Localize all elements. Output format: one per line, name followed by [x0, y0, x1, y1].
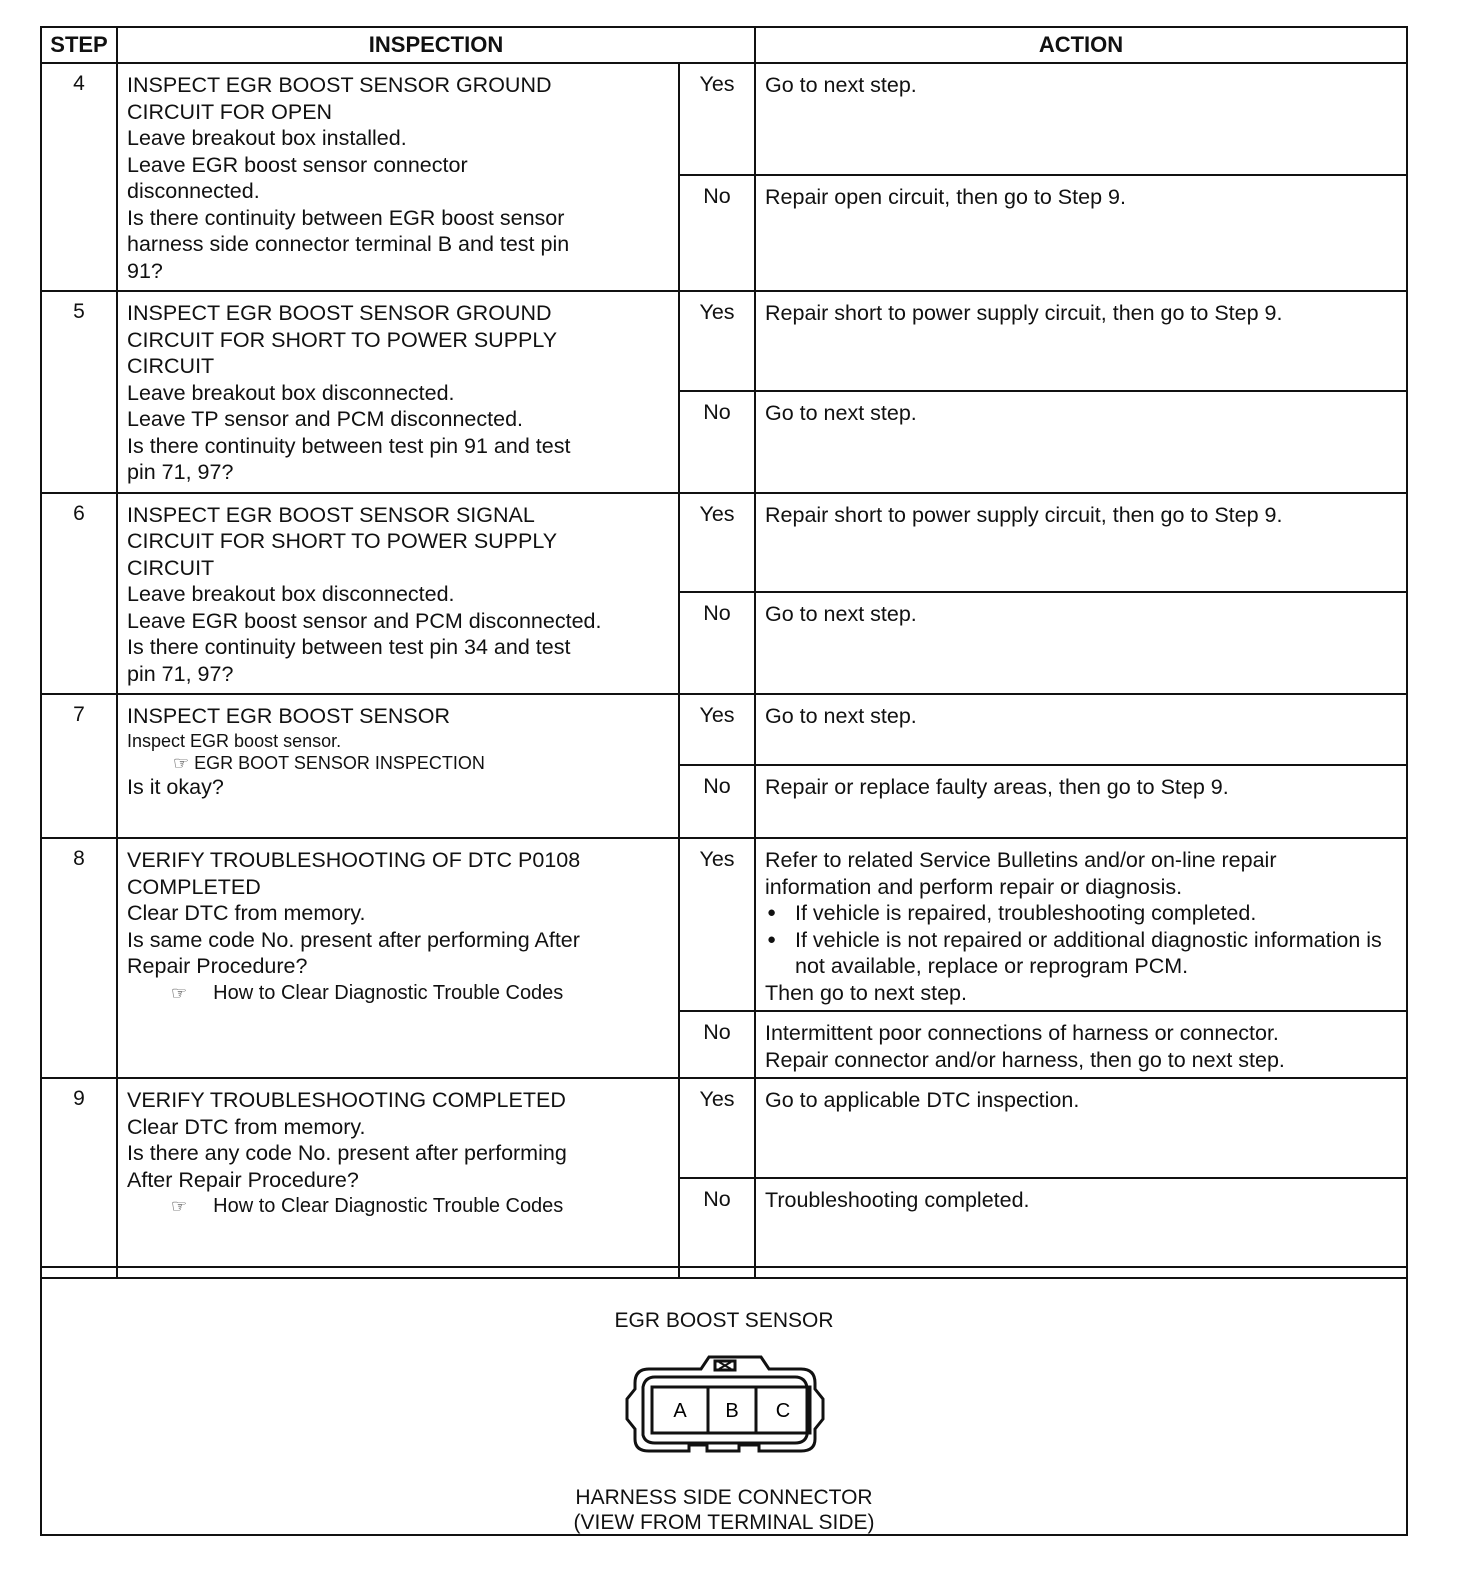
- no-label: No: [679, 1011, 755, 1078]
- inspection-subtext: Inspect EGR boost sensor.: [127, 730, 342, 751]
- inspection-cell: [117, 1078, 679, 1278]
- inspection-text: Leave breakout box disconnected.: [127, 582, 455, 606]
- table-header-row: [42, 28, 1406, 63]
- step-number: 5: [42, 291, 117, 493]
- inspection-title: INSPECT EGR BOOST SENSOR SIGNAL: [127, 502, 535, 527]
- inspection-text: Leave breakout box disconnected.: [127, 380, 455, 405]
- yes-action: Go to next step.: [755, 694, 1406, 765]
- inspection-text: Leave EGR boost sensor connector: [127, 152, 468, 177]
- list-item: ● If vehicle is not repaired or additional diagnostic information is not available, replace or reprogram PCM.: [795, 927, 1398, 980]
- inspection-cell: [117, 838, 679, 1078]
- inspection-text: Is there continuity between test pin 91 and test: [127, 433, 571, 458]
- yes-label: Yes: [679, 838, 755, 1011]
- reference-link[interactable]: [127, 752, 670, 774]
- reference-text: How to Clear Diagnostic Trouble Codes: [213, 981, 564, 1004]
- step-number: 7: [42, 694, 117, 838]
- terminal-c-label: C: [775, 1400, 791, 1422]
- inspection-title: VERIFY TROUBLESHOOTING COMPLETED: [127, 1088, 566, 1112]
- table-row: [42, 493, 1406, 593]
- no-label: No: [679, 592, 755, 694]
- inspection-text: Repair Procedure?: [127, 954, 308, 978]
- yes-action: [755, 838, 1406, 1011]
- inspection-title: COMPLETED: [127, 874, 261, 899]
- pointing-hand-icon: ☞: [171, 1196, 188, 1216]
- inspection-text: pin 71, 97?: [127, 661, 234, 686]
- no-action: Go to next step.: [755, 592, 1406, 694]
- inspection-title: CIRCUIT: [127, 354, 215, 378]
- table-row: [42, 1078, 1406, 1178]
- inspection-title: INSPECT EGR BOOST SENSOR: [127, 704, 450, 728]
- inspection-cell: [117, 63, 679, 291]
- inspection-cell: [117, 694, 679, 838]
- no-action: Go to next step.: [755, 391, 1406, 493]
- step-number: 6: [42, 493, 117, 695]
- inspection-title: CIRCUIT FOR SHORT TO POWER SUPPLY: [127, 529, 558, 553]
- inspection-question: Is it okay?: [127, 774, 224, 799]
- table-row: [42, 291, 1406, 391]
- no-action: [755, 1011, 1406, 1078]
- action-bullet-list: [765, 900, 1398, 980]
- procedure-sheet: [40, 26, 1408, 1536]
- reference-link[interactable]: [127, 1193, 670, 1220]
- inspection-text: Is there continuity between EGR boost sensor: [127, 205, 565, 230]
- diagram-title: EGR BOOST SENSOR: [614, 1309, 834, 1332]
- yes-label: Yes: [679, 694, 755, 765]
- no-label: No: [679, 175, 755, 291]
- no-action: Repair or replace faulty areas, then go to Step 9.: [755, 765, 1406, 838]
- inspection-text: After Repair Procedure?: [127, 1167, 359, 1192]
- inspection-title: INSPECT EGR BOOST SENSOR GROUND: [127, 301, 552, 325]
- inspection-text: Leave breakout box installed.: [127, 126, 407, 150]
- step-header: STEP: [42, 28, 117, 63]
- table-row: [42, 838, 1406, 1011]
- reference-link[interactable]: [127, 980, 670, 1007]
- step-number: 9: [42, 1078, 117, 1278]
- inspection-cell: [117, 493, 679, 695]
- inspection-text: Is there continuity between test pin 34 and test: [127, 635, 571, 659]
- no-action: Troubleshooting completed.: [755, 1178, 1406, 1278]
- inspection-title: CIRCUIT FOR SHORT TO POWER SUPPLY: [127, 327, 558, 352]
- inspection-text: disconnected.: [127, 179, 260, 203]
- list-item: ● If vehicle is repaired, troubleshooting completed.: [795, 900, 1398, 927]
- inspection-title: VERIFY TROUBLESHOOTING OF DTC P0108: [127, 848, 581, 872]
- troubleshooting-table: [42, 28, 1406, 1279]
- reference-text: How to Clear Diagnostic Trouble Codes: [213, 1195, 564, 1217]
- no-action: Repair open circuit, then go to Step 9.: [755, 175, 1406, 291]
- yes-label: Yes: [679, 291, 755, 391]
- connector-latch-mark: [719, 1362, 731, 1369]
- terminal-b-label: B: [725, 1400, 739, 1422]
- inspection-title: CIRCUIT FOR OPEN: [127, 99, 333, 124]
- pointing-hand-icon: ☞: [173, 752, 190, 773]
- table-row: [42, 63, 1406, 175]
- yes-label: Yes: [679, 493, 755, 593]
- diagram-caption-line-2: (VIEW FROM TERMINAL SIDE): [573, 1511, 875, 1534]
- yes-action: Repair short to power supply circuit, then go to Step 9.: [755, 493, 1406, 593]
- diagram-caption-line-1: HARNESS SIDE CONNECTOR: [575, 1486, 873, 1509]
- yes-label: Yes: [679, 63, 755, 175]
- inspection-header: INSPECTION: [117, 28, 755, 63]
- pointing-hand-icon: ☞: [171, 982, 188, 1003]
- action-text: Refer to related Service Bulletins and/or on-line repair: [765, 848, 1277, 872]
- inspection-text: pin 71, 97?: [127, 460, 234, 484]
- terminal-a-label: A: [673, 1400, 687, 1422]
- table-row: [42, 694, 1406, 765]
- inspection-text: Clear DTC from memory.: [127, 901, 366, 925]
- connector-diagram: [609, 1347, 839, 1467]
- action-text: Then go to next step.: [765, 980, 967, 1005]
- connector-diagram-panel: [42, 1266, 1406, 1534]
- inspection-text: 91?: [127, 258, 163, 283]
- action-text: information and perform repair or diagnosis.: [765, 874, 1183, 899]
- inspection-text: harness side connector terminal B and test pin: [127, 232, 570, 256]
- action-text: Intermittent poor connections of harness or connector.: [765, 1021, 1279, 1045]
- yes-action: Go to applicable DTC inspection.: [755, 1078, 1406, 1178]
- inspection-text: Is same code No. present after performing After: [127, 927, 580, 952]
- action-text: Repair connector and/or harness, then go to next step.: [765, 1047, 1285, 1072]
- no-label: No: [679, 1178, 755, 1278]
- inspection-text: Leave EGR boost sensor and PCM disconnected.: [127, 608, 602, 633]
- yes-label: Yes: [679, 1078, 755, 1178]
- reference-text: EGR BOOT SENSOR INSPECTION: [194, 752, 485, 773]
- yes-action: Repair short to power supply circuit, then go to Step 9.: [755, 291, 1406, 391]
- inspection-text: Leave TP sensor and PCM disconnected.: [127, 407, 523, 431]
- no-label: No: [679, 765, 755, 838]
- step-number: 8: [42, 838, 117, 1078]
- inspection-title: CIRCUIT: [127, 555, 215, 580]
- inspection-text: Is there any code No. present after performing: [127, 1141, 567, 1165]
- no-label: No: [679, 391, 755, 493]
- inspection-title: INSPECT EGR BOOST SENSOR GROUND: [127, 73, 552, 97]
- yes-action: Go to next step.: [755, 63, 1406, 175]
- inspection-text: Clear DTC from memory.: [127, 1114, 366, 1139]
- action-header: ACTION: [755, 28, 1406, 63]
- step-number: 4: [42, 63, 117, 291]
- inspection-cell: [117, 291, 679, 493]
